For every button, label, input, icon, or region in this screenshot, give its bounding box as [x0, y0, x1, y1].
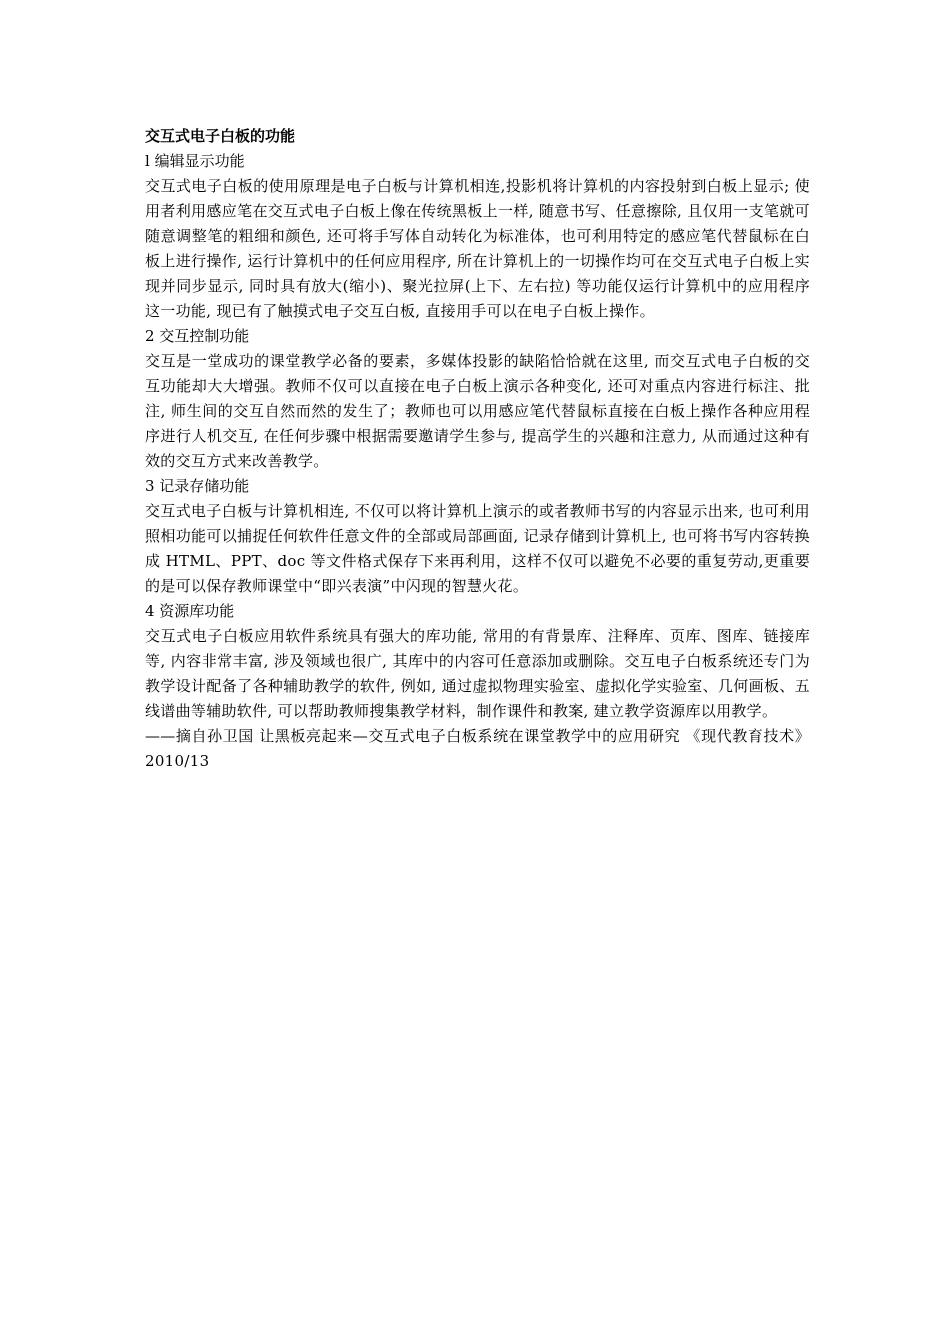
section-heading-record-storage: 3 记录存储功能 — [145, 477, 250, 495]
section-heading-interactive-control: 2 交互控制功能 — [145, 327, 250, 345]
section-body-interactive-control: 交互是一堂成功的课堂教学必备的要素，多媒体投影的缺陷恰恰就在这里, 而交互式电子白板的交互功能却大大增强。教师不仅可以直接在电子白板上演示各种变化, 还可对重点内容进行标注、批注, 师生间的交互自然而然的发生了；教师也可以用感应笔代替鼠标直接在白板上操作各种应用程序进行人机交互, 在任何步骤中根据需要邀请学生参与, 提高学生的兴趣和注意力, 从而通过这种有效的交互方式来改善教学。 — [145, 352, 810, 470]
section-body-resource-library: 交互式电子白板应用软件系统具有强大的库功能, 常用的有背景库、注释库、页库、图库、链接库等, 内容非常丰富, 涉及领域也很广, 其库中的内容可任意添加或删除。交互电子白板系统还专门为教学设计配备了各种辅助教学的软件, 例如, 通过虚拟物理实验室、虚拟化学实验室、几何画板、五线谱曲等辅助软件, 可以帮助教师搜集教学材料，制作课件和教案, 建立教学资源库以用教学。 — [145, 627, 810, 720]
section-heading-edit-display: l 编辑显示功能 — [145, 152, 245, 170]
source-citation: ——摘自孙卫国 让黑板亮起来—交互式电子白板系统在课堂教学中的应用研究 《现代教育技术》 2010/13 — [145, 727, 810, 770]
section-heading-resource-library: 4 资源库功能 — [145, 602, 235, 620]
section-body-edit-display: 交互式电子白板的使用原理是电子白板与计算机相连,投影机将计算机的内容投射到白板上显示; 使用者利用感应笔在交互式电子白板上像在传统黑板上一样, 随意书写、任意擦除, 且仅用一支笔就可随意调整笔的粗细和颜色, 还可将手写体自动转化为标准体，也可利用特定的感应笔代替鼠标在白板上进行操作, 运行计算机中的任何应用程序, 所在计算机上的一切操作均可在交互式电子白板上实现并同步显示, 同时具有放大(缩小)、聚光拉屏(上下、左右拉) 等功能仅运行计算机中的应用程序这一功能, 现已有了触摸式电子交互白板, 直接用手可以在电子白板上操作。 — [145, 177, 810, 320]
section-body-record-storage: 交互式电子白板与计算机相连, 不仅可以将计算机上演示的或者教师书写的内容显示出来, 也可利用照相功能可以捕捉任何软件任意文件的全部或局部画面, 记录存储到计算机上, 也可将书写内容转换成 HTML、PPT、doc 等文件格式保存下来再利用，这样不仅可以避免不必要的重复劳动,更重要的是可以保存教师课堂中“即兴表演”中闪现的智慧火花。 — [145, 502, 810, 595]
document-title: 交互式电子白板的功能 — [145, 127, 296, 145]
document-page — [145, 124, 810, 774]
